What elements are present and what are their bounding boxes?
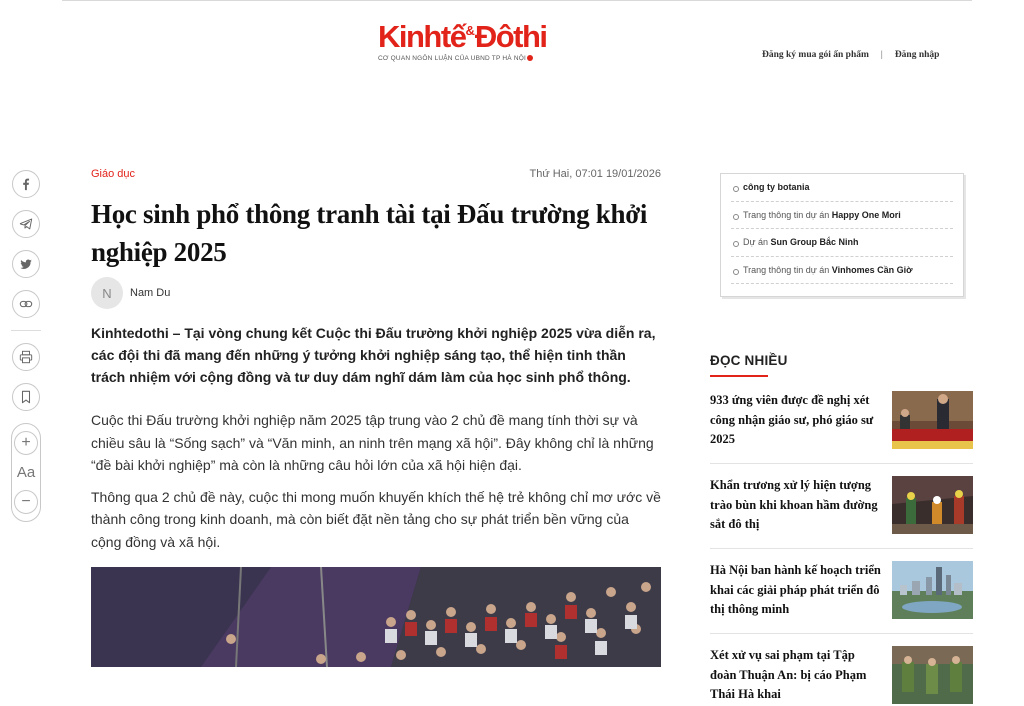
- article-meta: [91, 168, 661, 180]
- telegram-share-button[interactable]: [12, 210, 40, 238]
- share-divider: [11, 330, 41, 331]
- font-increase-button[interactable]: +: [14, 431, 38, 455]
- twitter-icon: [19, 257, 33, 271]
- telegram-icon: [19, 217, 33, 231]
- facebook-icon: [19, 177, 33, 191]
- most-read-item[interactable]: [710, 561, 973, 634]
- logo-wordmark: Kinhtế&Đôthi: [378, 19, 547, 54]
- most-read-item[interactable]: [710, 391, 973, 464]
- copy-link-button[interactable]: [12, 290, 40, 318]
- most-read-title[interactable]: Khẩn trương xử lý hiện tượng trào bùn khi khoan hầm đường sắt đô thị: [710, 478, 878, 531]
- audience-photo: [91, 567, 661, 667]
- city-thumbnail: [892, 561, 973, 619]
- font-decrease-button[interactable]: −: [14, 490, 38, 514]
- tag-link[interactable]: công ty botania: [731, 174, 953, 202]
- print-button[interactable]: [12, 343, 40, 371]
- login-link[interactable]: Đăng nhập: [894, 50, 940, 60]
- link-icon: [19, 297, 33, 311]
- logo-subtitle: CƠ QUAN NGÔN LUẬN CỦA UBND TP HÀ NỘI: [378, 55, 554, 62]
- site-logo[interactable]: [378, 14, 554, 66]
- most-read-thumbnail[interactable]: [892, 646, 973, 704]
- article-photo[interactable]: [91, 567, 661, 667]
- font-size-control: [11, 423, 41, 522]
- article-title: Học sinh phổ thông tranh tài tại Đấu trường khởi nghiệp 2025: [91, 199, 648, 267]
- most-read-title[interactable]: Hà Nội ban hành kế hoạch triển khai các giải pháp phát triển đô thị thông minh: [710, 563, 881, 616]
- most-read-heading: ĐỌC NHIỀU: [710, 353, 788, 368]
- font-size-label: Aa: [16, 464, 36, 481]
- header-top-divider: [62, 0, 972, 1]
- twitter-share-button[interactable]: [12, 250, 40, 278]
- article: [91, 168, 661, 667]
- tag-link[interactable]: Trang thông tin dự án Happy One Mori: [731, 202, 953, 230]
- related-tags-box: [720, 173, 964, 297]
- bookmark-icon: [19, 390, 33, 404]
- author-name[interactable]: Nam Du: [130, 287, 171, 299]
- most-read-item[interactable]: [710, 646, 973, 706]
- courtroom-thumbnail: [892, 646, 973, 704]
- header-link-separator: |: [880, 50, 883, 60]
- article-sapo: Kinhtedothi – Tại vòng chung kết Cuộc thi Đấu trường khởi nghiệp 2025 vừa diễn ra, các đội thi đã mang đến những ý tưởng khởi nghiệp sáng tạo, thể hiện tinh thần trách nhiệm với cộng đồng và tư duy dám nghĩ dám làm của học sinh phổ thông.: [91, 325, 656, 385]
- most-read-thumbnail[interactable]: [892, 476, 973, 534]
- print-icon: [19, 350, 33, 364]
- bookmark-button[interactable]: [12, 383, 40, 411]
- most-read-item[interactable]: [710, 476, 973, 549]
- most-read-title[interactable]: Xét xử vụ sai phạm tại Tập đoàn Thuận An: bị cáo Phạm Thái Hà khai: [710, 648, 867, 701]
- publish-date: Thứ Hai, 07:01 19/01/2026: [529, 168, 661, 180]
- category-link[interactable]: Giáo dục: [91, 168, 136, 180]
- article-paragraph: Thông qua 2 chủ đề này, cuộc thi mong muốn khuyến khích thế hệ trẻ không chỉ mơ ước về thành công trong kinh doanh, mà còn biết đặt nền tảng cho sự phát triển bền vững của cộng đồng và xã hội.: [91, 488, 661, 550]
- subscribe-link[interactable]: Đăng ký mua gói ấn phẩm: [762, 50, 869, 60]
- most-read-title[interactable]: 933 ứng viên được đề nghị xét công nhận giáo sư, phó giáo sư 2025: [710, 393, 874, 446]
- related-tags-list: [721, 174, 963, 284]
- most-read-underline: [710, 375, 768, 377]
- most-read-thumbnail[interactable]: [892, 561, 973, 619]
- conference-thumbnail: [892, 391, 973, 449]
- facebook-share-button[interactable]: [12, 170, 40, 198]
- tag-link[interactable]: Dự án Sun Group Bắc Ninh: [731, 229, 953, 257]
- share-toolbar: [10, 170, 42, 522]
- article-paragraph: Cuộc thi Đấu trường khởi nghiệp năm 2025 tập trung vào 2 chủ đề mang tính thời sự và chiều sâu là “Sống sạch” và “Văn minh, an ninh trên mạng xã hội”. Đây không chỉ là những “đề bài khởi nghiệp” mà còn là những câu hỏi lớn của xã hội hiện đại.: [91, 412, 654, 473]
- author-avatar: N: [91, 277, 123, 309]
- tunnel-thumbnail: [892, 476, 973, 534]
- most-read-thumbnail[interactable]: [892, 391, 973, 449]
- tag-link[interactable]: Trang thông tin dự án Vinhomes Cần Giờ: [731, 257, 953, 285]
- author-row: [91, 277, 661, 309]
- header-account-links: [762, 50, 939, 60]
